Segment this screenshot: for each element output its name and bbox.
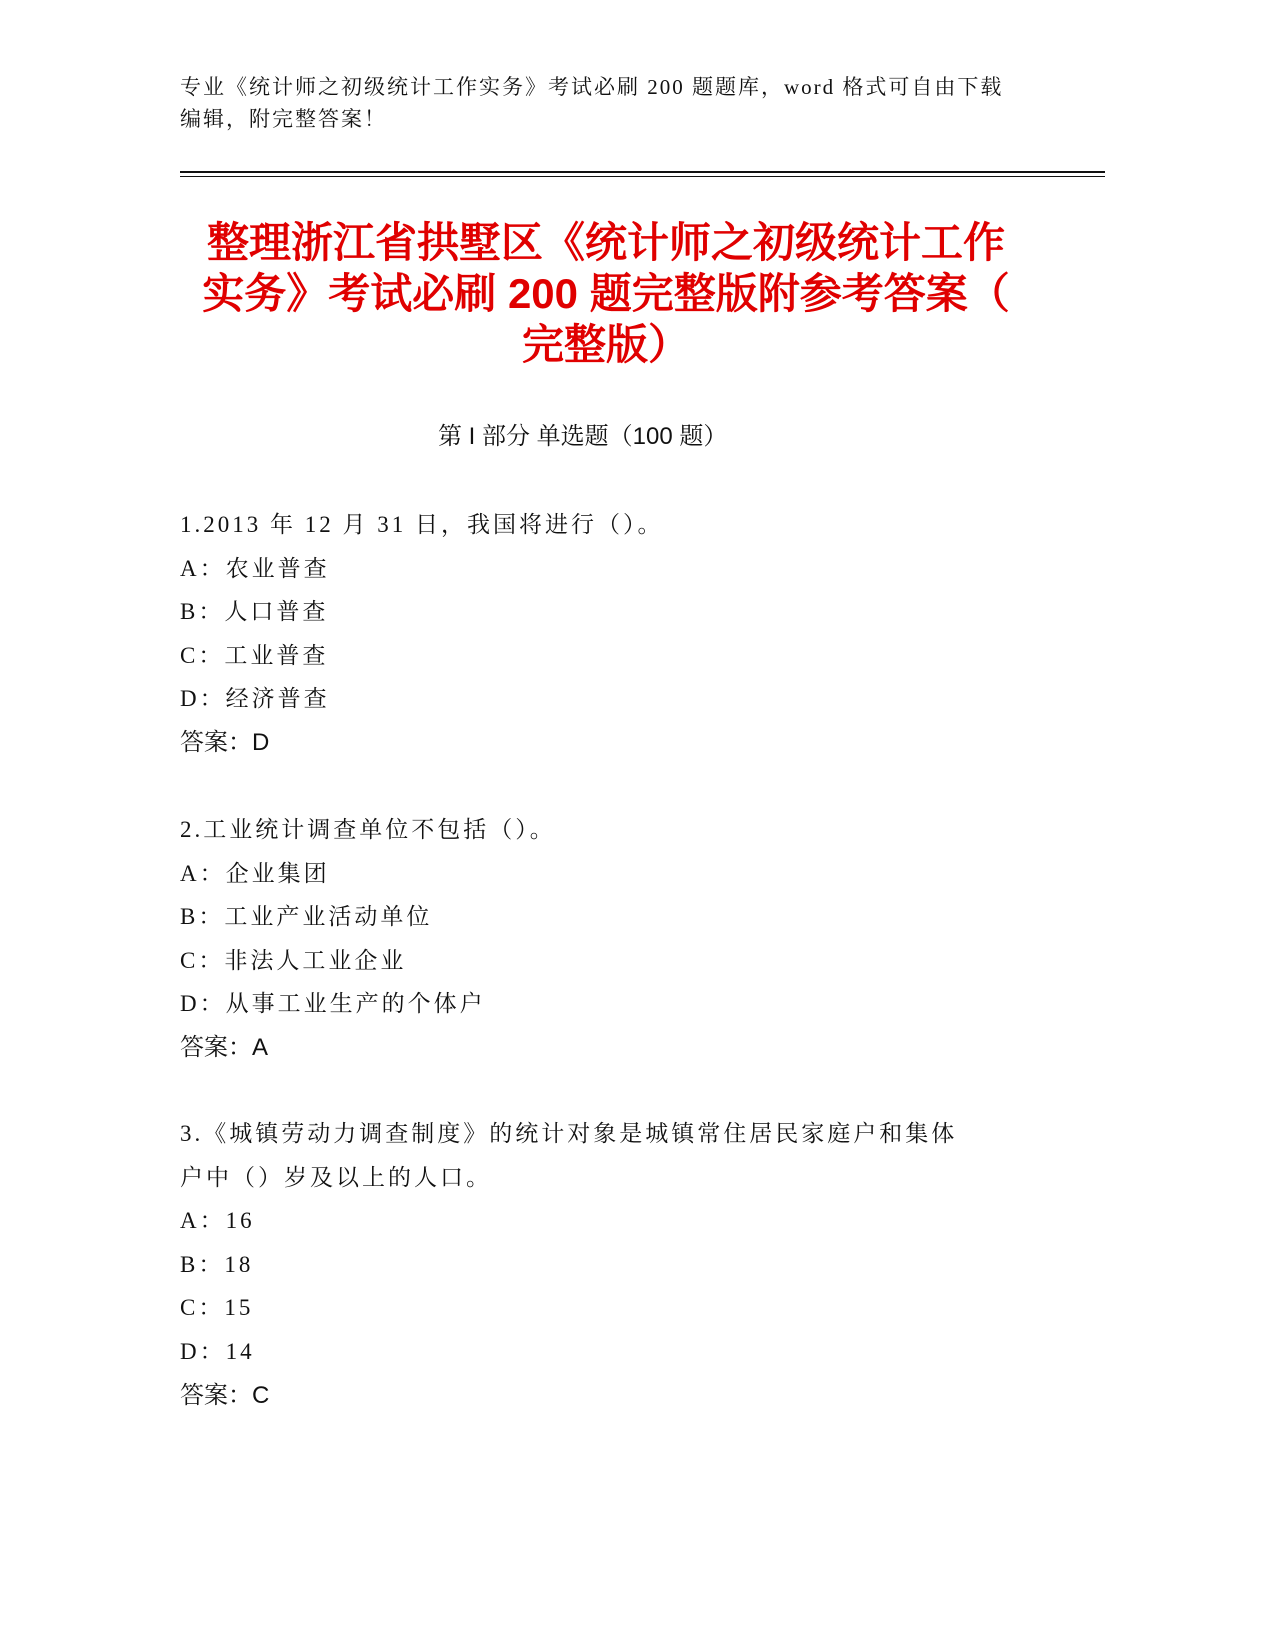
answer: 答案：A — [180, 1033, 269, 1061]
option-d: D：14 — [180, 1338, 255, 1364]
option-c: C：工业普查 — [180, 642, 329, 668]
option-a: A：16 — [180, 1208, 255, 1234]
header-divider-top — [180, 171, 1105, 173]
question-1 — [180, 503, 1080, 765]
title-line: 整理浙江省拱墅区《统计师之初级统计工作 — [206, 219, 1005, 266]
question-stem: 3.《城镇劳动力调查制度》的统计对象是城镇常住居民家庭户和集体 — [180, 1121, 958, 1146]
answer: 答案：C — [180, 1381, 270, 1409]
option-b: B：18 — [180, 1251, 254, 1277]
option-b: B：人口普查 — [180, 599, 329, 625]
question-stem: 1.2013 年 12 月 31 日，我国将进行（）。 — [180, 512, 664, 537]
header-divider-bottom — [180, 176, 1105, 177]
page-header — [180, 71, 1003, 135]
question-stem-continued: 户中（）岁及以上的人口。 — [180, 1164, 492, 1190]
question-2 — [180, 808, 1080, 1070]
option-c: C：非法人工业企业 — [180, 947, 407, 973]
option-a: A：企业集团 — [180, 860, 330, 886]
answer: 答案：D — [180, 728, 270, 756]
section-heading: 第 I 部分 单选题（100 题） — [438, 423, 728, 450]
option-a: A：农业普查 — [180, 555, 330, 581]
document-title — [160, 217, 1052, 370]
title-line: 实务》考试必刷 200 题完整版附参考答案（ — [202, 270, 1010, 317]
question-stem: 2.工业统计调查单位不包括（）。 — [180, 817, 556, 842]
title-line: 完整版） — [521, 321, 690, 368]
option-b: B：工业产业活动单位 — [180, 904, 433, 930]
option-d: D：从事工业生产的个体户 — [180, 991, 486, 1017]
option-c: C：15 — [180, 1295, 254, 1321]
header-line: 编辑，附完整答案！ — [180, 107, 387, 131]
option-d: D：经济普查 — [180, 686, 330, 712]
header-line: 专业《统计师之初级统计工作实务》考试必刷 200 题题库，word 格式可自由下载 — [180, 75, 1004, 99]
question-3 — [180, 1112, 1080, 1417]
